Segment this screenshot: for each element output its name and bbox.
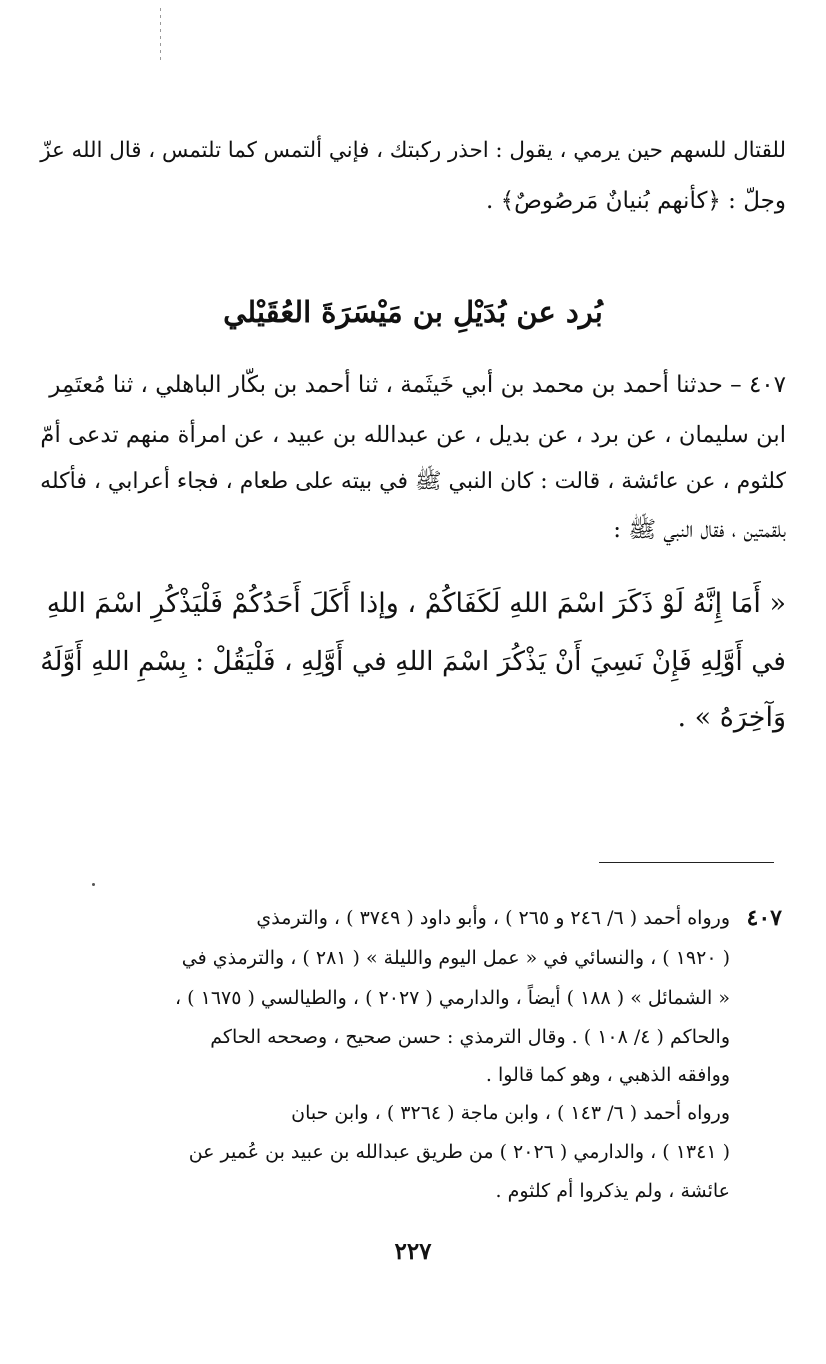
footnote-line-6: ورواه أحمد ( ٦/ ١٤٣ ) ، وابن ماجة ( ٣٢٦٤ ) ، وابن حبان bbox=[291, 1102, 730, 1124]
section-title: بُرد عن بُدَيْلِ بن مَيْسَرَةَ العُقَيْلي bbox=[223, 295, 603, 329]
footnote-line-8: عائشة ، ولم يذكروا أم كلثوم . bbox=[495, 1180, 730, 1202]
footnote-line-7: ( ١٣٤١ ) ، والدارمي ( ٢٠٢٦ ) من طريق عبدالله بن عبيد بن عُمير عن bbox=[188, 1141, 730, 1163]
quote-line-1: « أَمَا إِنَّهُ لَوْ ذَكَرَ اسْمَ اللهِ لَكَفَاكُمْ ، وإذا أَكَلَ أَحَدُكُمْ فَلْيَذْكُرِ اسْمَ اللهِ bbox=[46, 588, 786, 619]
footnote-separator bbox=[599, 862, 774, 863]
hadith-line-2: ابن سليمان ، عن برد ، عن بديل ، عن عبدالله بن عبيد ، عن امرأة منهم تدعى أمّ bbox=[40, 422, 786, 448]
footnote-line-4: والحاكم ( ٤/ ١٠٨ ) . وقال الترمذي : حسن صحيح ، وصححه الحاكم bbox=[210, 1026, 730, 1048]
page-number: ٢٢٧ bbox=[394, 1238, 432, 1265]
scan-margin-mark bbox=[160, 8, 161, 63]
hadith-line-1: ٤٠٧ – حدثنا أحمد بن محمد بن أبي خَيثَمة ، ثنا أحمد بن بكّار الباهلي ، ثنا مُعتَمِر bbox=[49, 372, 786, 398]
footnote-line-1: ورواه أحمد ( ٦/ ٢٤٦ و ٢٦٥ ) ، وأبو داود ( ٣٧٤٩ ) ، والترمذي bbox=[256, 907, 730, 929]
hadith-line-4: بلقمتين ، فقال النبي ﷺ : bbox=[613, 517, 786, 543]
footnote-line-5: ووافقه الذهبي ، وهو كما قالوا . bbox=[485, 1064, 730, 1086]
footnote-line-2: ( ١٩٢٠ ) ، والنسائي في « عمل اليوم والليلة » ( ٢٨١ ) ، والترمذي في bbox=[181, 947, 730, 969]
footnote-line-3: « الشمائل » ( ١٨٨ ) أيضاً ، والدارمي ( ٢٠٢٧ ) ، والطيالسي ( ١٦٧٥ ) ، bbox=[174, 987, 730, 1009]
scan-speck bbox=[92, 883, 95, 886]
top-text-line-2: وجلّ : ﴿كأنهم بُنيانٌ مَرصُوصٌ﴾ . bbox=[486, 188, 786, 214]
quote-line-3: وَآخِرَهُ » . bbox=[677, 702, 786, 733]
hadith-line-3: كلثوم ، عن عائشة ، قالت : كان النبي ﷺ في بيته على طعام ، فجاء أعرابي ، فأكله bbox=[40, 469, 786, 494]
top-text-line-1: للقتال للسهم حين يرمي ، يقول : احذر ركبتك ، فإني ألتمس كما تلتمس ، قال الله عزّ bbox=[40, 138, 786, 163]
quote-line-2: في أَوَّلِهِ فَإِنْ نَسِيَ أَنْ يَذْكُرَ اسْمَ اللهِ في أَوَّلِهِ ، فَلْيَقُلْ : بِسْمِ اللهِ أَوَّلَهُ bbox=[40, 646, 786, 677]
footnote-number: ٤٠٧ bbox=[746, 905, 782, 931]
